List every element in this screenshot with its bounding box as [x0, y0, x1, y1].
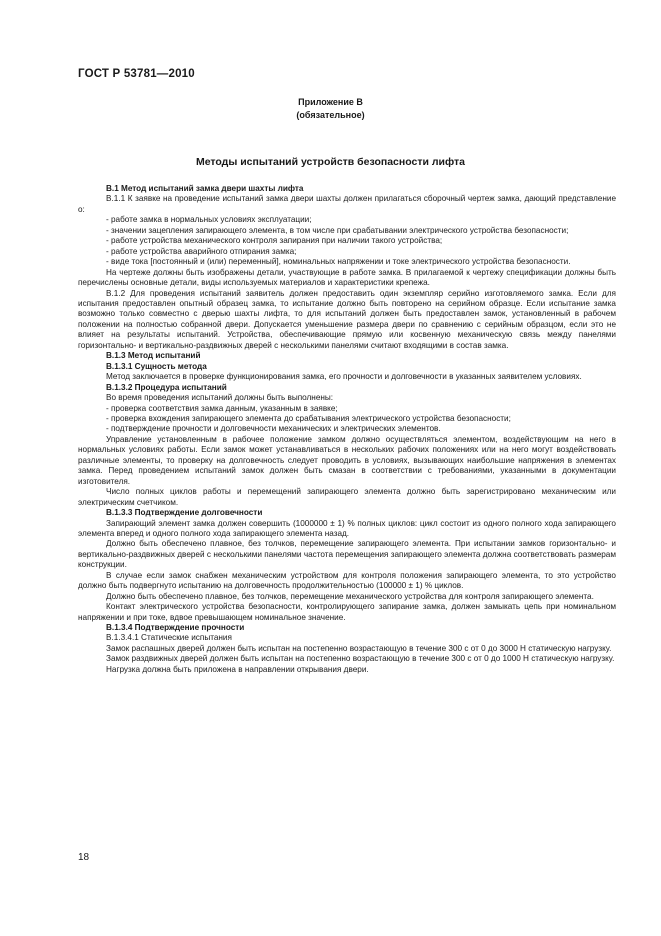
paragraph: Должно быть обеспечено плавное, без толчков, перемещение запирающего элемента. При испытании замков горизонтально- и вертикально-раздвижных дверей с несколькими панелями частота перемещения запирающего элемента должна соответствовать размерам конструкции.: [78, 539, 616, 570]
paragraph: В.1.1 К заявке на проведение испытаний замка двери шахты должен прилагаться сборочный чертеж замка, дающий представление о:: [78, 194, 616, 214]
paragraph: Замок распашных дверей должен быть испытан на постепенно возрастающую в течение 300 с от 0 до 3000 Н статическую нагрузку.: [106, 643, 612, 653]
annex-type: (обязательное): [296, 110, 365, 120]
section-heading: В.1.3.4 Подтверждение прочности: [106, 623, 245, 633]
paragraph: В.1.2 Для проведения испытаний заявитель должен предоставить один экземпляр серийно изготовляемого замка. Если для испытания предоставлен опытный образец замка, то испытание должно быть повторено на серийном образце. Если испытание замка возможно только совместно с дверью шахты лифта, то для испытаний должен быть предоставлен замок, установленный в рабочем положении на полностью собранной двери. Допускается уменьшение размера двери по сравнению с серийным образцом, если это не влияет на результаты испытаний. Устройства, обеспечивающие прямую или косвенную механическую связь между панелями горизонтально- и вертикально-раздвижных дверей с несколькими панелями считают входящими в состав замка.: [78, 288, 616, 350]
paragraph: На чертеже должны быть изображены детали, участвующие в работе замка. В прилагаемой к чертежу спецификации должны быть перечислены основные детали, виды используемых материалов и характеристики крепежа.: [78, 267, 616, 288]
paragraph: Запирающий элемент замка должен совершить (1000000 ± 1) % полных циклов: цикл состоит из одного полного хода запирающего элемента вперед и одного полного хода запирающего элемента назад.: [78, 518, 616, 538]
list-item: - проверка вхождения запирающего элемента до срабатывания электрического устройства безопасности;: [106, 413, 511, 423]
paragraph: Замок раздвижных дверей должен быть испытан на постепенно возрастающую в течение 300 с от 0 до 1000 Н статическую нагрузку.: [106, 654, 615, 664]
paragraph: Нагрузка должна быть приложена в направлении открывания двери.: [106, 664, 369, 674]
paragraph: Во время проведения испытаний должны быть выполнены:: [106, 393, 334, 403]
section-heading: В.1.3.2 Процедура испытаний: [106, 382, 227, 392]
paragraph: Число полных циклов работы и перемещений запирающего элемента должно быть зарегистрировано механическим или электрическим счетчиком.: [78, 487, 616, 507]
document-body: [78, 184, 616, 675]
list-item: - работе замка в нормальных условиях эксплуатации;: [106, 215, 312, 225]
paragraph: Должно быть обеспечено плавное, без толчков, перемещение механического устройства для контроля запирающего элемента.: [106, 591, 594, 601]
list-item: - работе устройства механического контроля запирания при наличии такого устройства;: [106, 236, 443, 246]
section-title: Методы испытаний устройств безопасности лифта: [195, 156, 466, 168]
section-heading: В.1.3.3 Подтверждение долговечности: [106, 508, 263, 518]
paragraph: Контакт электрического устройства безопасности, контролирующего запирание замка, должен замыкать цепь при номинальном напряжении и при токе, вдвое превышающем номинальное значение.: [78, 602, 616, 622]
section-heading: В.1.3.4.1 Статические испытания: [106, 633, 232, 643]
section-heading: В.1.3 Метод испытаний: [106, 351, 201, 361]
list-item: - значении зацепления запирающего элемента, в том числе при срабатывании электрического устройства безопасности;: [106, 225, 569, 235]
paragraph: Управление установленным в рабочее положение замком должно осуществляться элементом, воздействующим на него в нормальных условиях работы. Если замок может устанавливаться в нескольких рабочих положениях или на него могут воздействовать различные элементы, то проверку на долговечность следует проводить в условиях, вызывающих наибольшие напряжения в элементах замка. Перед проведением испытаний замок должен быть смазан в соответствии с требованиями, указанными в документации изготовителя.: [78, 434, 616, 486]
document-code-header: ГОСТ Р 53781—2010: [78, 68, 195, 80]
list-item: - работе устройства аварийного отпирания замка;: [106, 246, 297, 256]
list-item: - виде тока [постоянный и (или) переменный], номинальных напряжении и токе электрического устройства безопасности.: [106, 257, 571, 267]
annex-label: Приложение В: [298, 97, 363, 107]
page-number: 18: [78, 852, 90, 863]
list-item: - подтверждение прочности и долговечности механических и электрических элементов.: [106, 424, 441, 434]
list-item: - проверка соответствия замка данным, указанным в заявке;: [106, 403, 338, 413]
paragraph: Метод заключается в проверке функционирования замка, его прочности и долговечности в указанных заявителем условиях.: [106, 372, 582, 382]
paragraph: В случае если замок снабжен механическим устройством для контроля положения запирающего элемента, то это устройство должно быть подвергнуто испытанию на долговечность продолжительностью (100000 ± 1) % циклов.: [78, 570, 616, 591]
section-heading: В.1 Метод испытаний замка двери шахты лифта: [106, 184, 304, 193]
section-heading: В.1.3.1 Сущность метода: [106, 361, 207, 371]
